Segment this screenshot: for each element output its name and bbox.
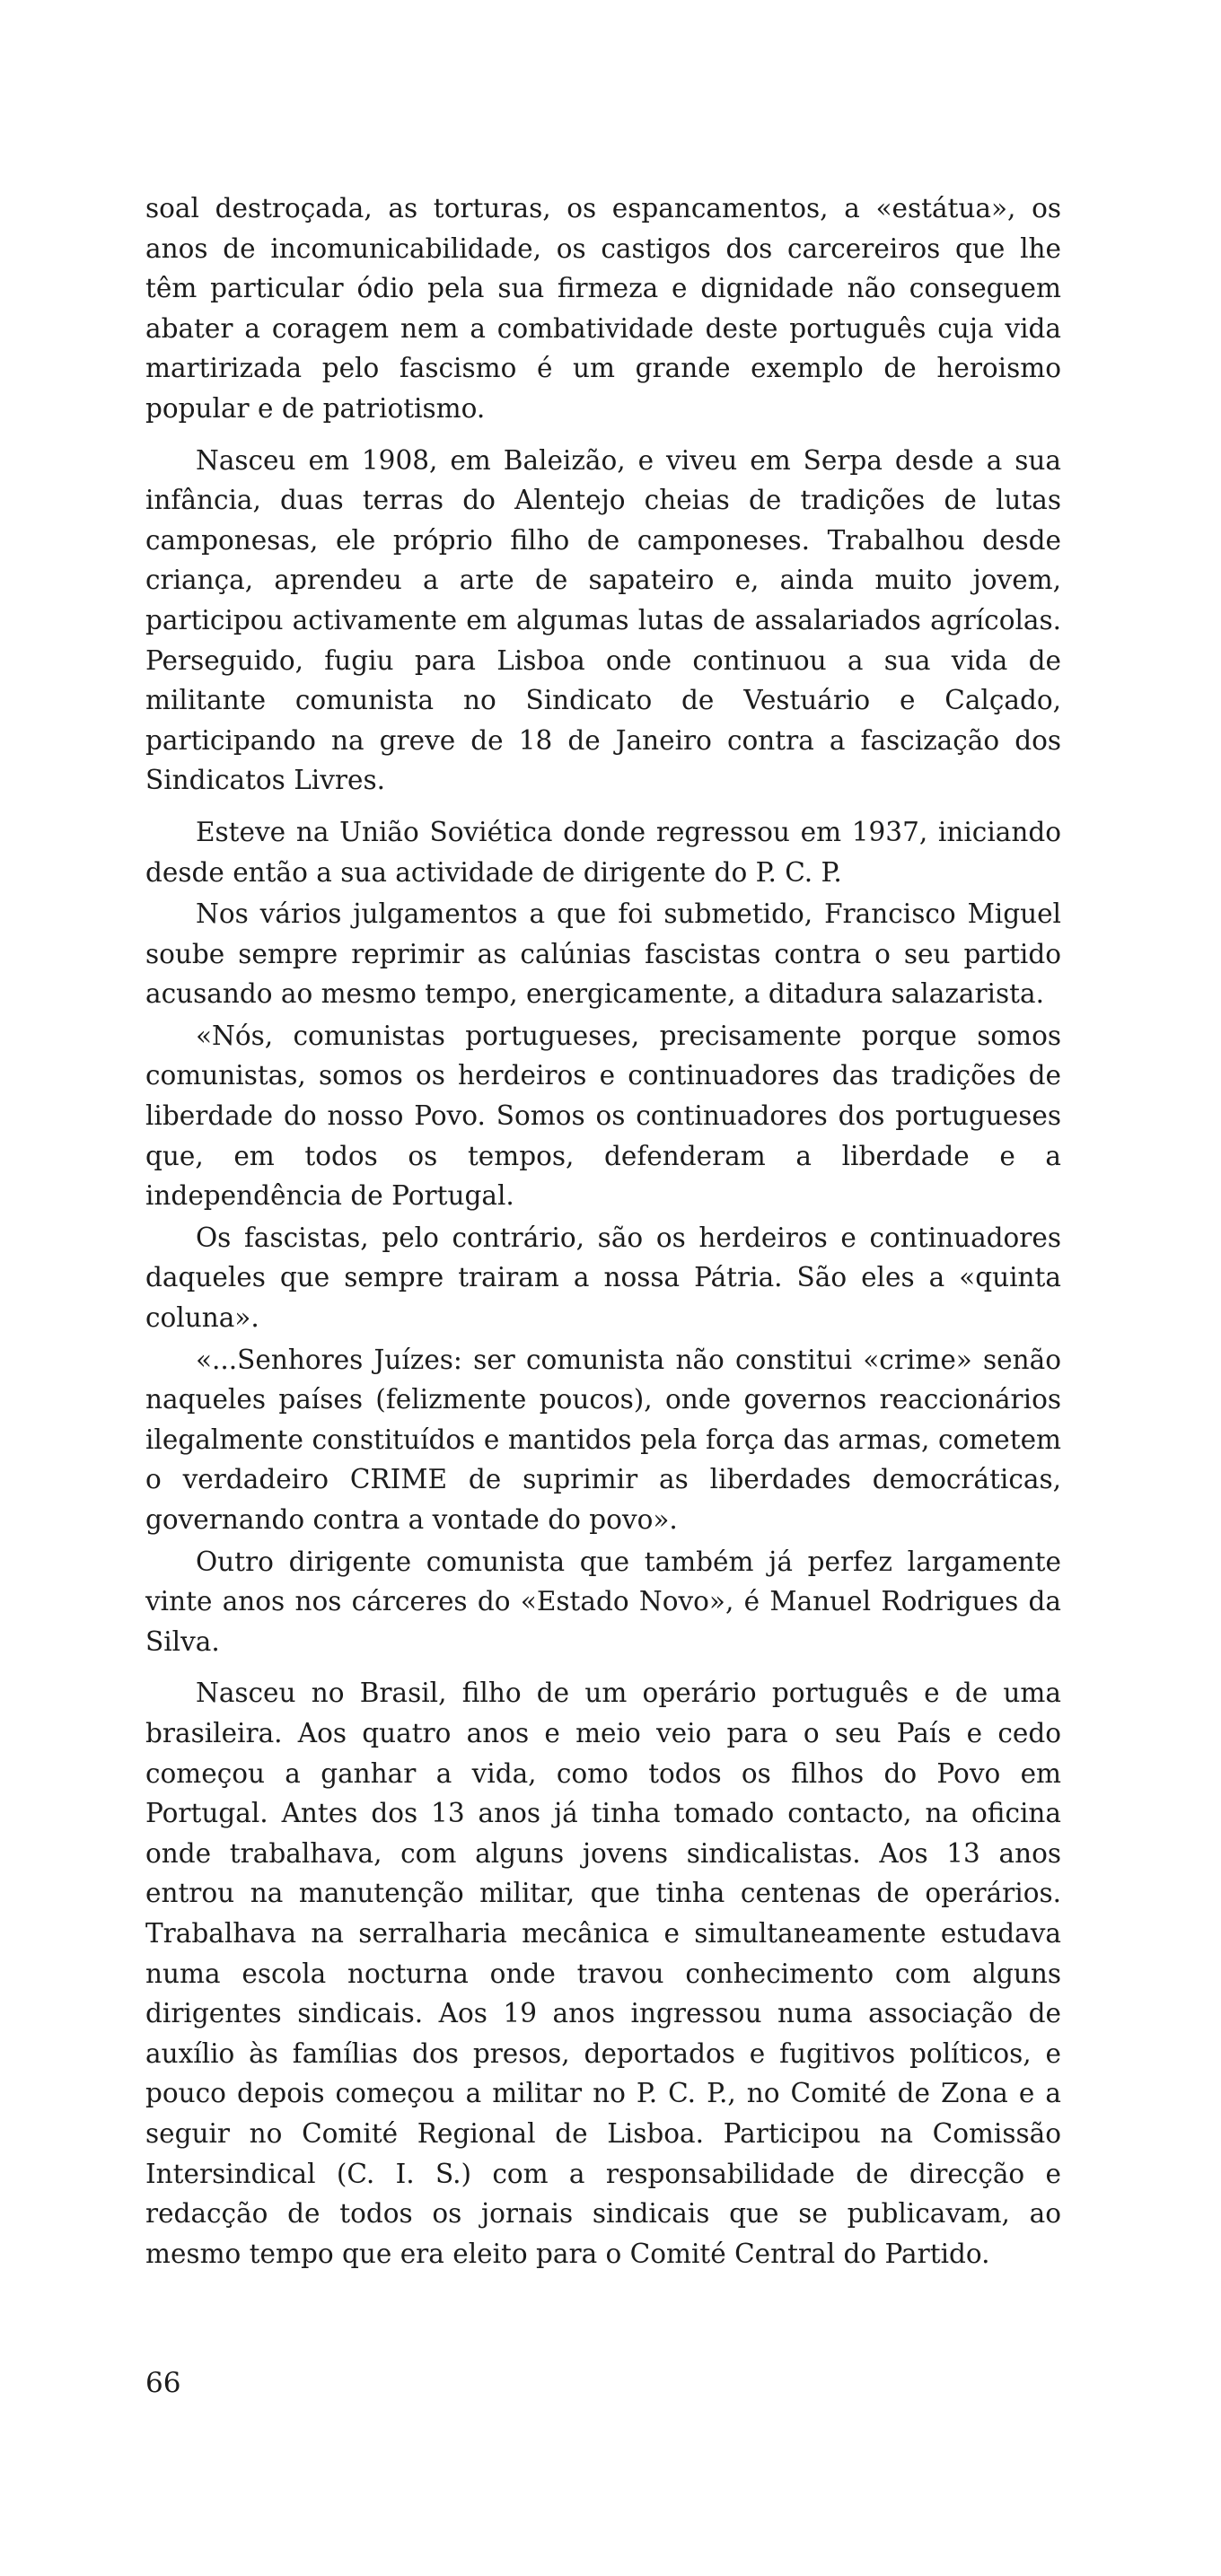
paragraph-manuel-rodrigues: Outro dirigente comunista que também já perfez largamente vinte anos nos cárceres do «Estado Novo», é Manuel Rodrigues da Silva. [145, 1546, 1061, 1657]
paragraph-trials: Nos vários julgamentos a que foi submetido, Francisco Miguel soube sempre reprimir as calúnias fascistas contra o seu partido acusando ao mesmo tempo, energicamente, a ditadura salazarista. [145, 898, 1061, 1010]
paragraph-birth-brazil: Nasceu no Brasil, filho de um operário português e de uma brasileira. Aos quatro anos e meio veio para o seu País e cedo começou a ganhar a vida, como todos os filhos do Povo em Portugal. Antes dos 13 anos já tinha tomado contacto, na oficina onde trabalhava, com alguns jovens sindicalistas. Aos 13 anos entrou na manutenção militar, que tinha centenas de operários. Trabalhava na serralharia mecânica e simultaneamente estudava numa escola nocturna onde travou conhecimento com alguns dirigentes sindicais. Aos 19 anos ingressou numa associação de auxílio às famílias dos presos, deportados e fugitivos políticos, e pouco depois começou a militar no P. C. P., no Comité de Zona e a seguir no Comité Regional de Lisboa. Participou na Comissão Intersindical (C. I. S.) com a responsabilidade de direcção e redacção de todos os jornais sindicais que se publicavam, ao mesmo tempo que era eleito para o Comité Central do Partido. [145, 1678, 1061, 2269]
paragraph-quote-fascists: Os fascistas, pelo contrário, são os herdeiros e continuadores daqueles que sempre trairam a nossa Pátria. São eles a «quinta coluna». [145, 1222, 1061, 1334]
body-text [145, 188, 1061, 2285]
paragraph-continuation: soal destroçada, as torturas, os espancamentos, a «estátua», os anos de incomunicabilidade, os castigos dos carcereiros que lhe têm particular ódio pela sua firmeza e dignidade não conseguem abater a coragem nem a combatividade deste português cuja vida martirizada pelo fascismo é um grande exemplo de heroismo popular e de patriotismo. [145, 193, 1061, 424]
page-number: 66 [145, 2367, 181, 2399]
paragraph-birth-baleizao: Nasceu em 1908, em Baleizão, e viveu em Serpa desde a sua infância, duas terras do Alentejo cheias de tradições de lutas camponesas, ele próprio filho de camponeses. Trabalhou desde criança, aprendeu a arte de sapateiro e, ainda muito jovem, participou activamente em algumas lutas de assalariados agrícolas. Perseguido, fugiu para Lisboa onde continuou a sua vida de militante comunista no Sindicato de Vestuário e Calçado, participando na greve de 18 de Janeiro contra a fascização dos Sindicatos Livres. [145, 444, 1061, 796]
paragraph-soviet-union: Esteve na União Soviética donde regressou em 1937, iniciando desde então a sua actividade de dirigente do P. C. P. [145, 816, 1061, 888]
paragraph-quote-communists: «Nós, comunistas portugueses, precisamente porque somos comunistas, somos os herdeiros e continuadores das tradições de liberdade do nosso Povo. Somos os continuadores dos portugueses que, em todos os tempos, defenderam a liberdade e a independência de Portugal. [145, 1020, 1061, 1212]
paragraph-quote-judges: «...Senhores Juízes: ser comunista não constitui «crime» senão naqueles países (felizmente poucos), onde governos reaccionários ilegalmente constituídos e mantidos pela força das armas, cometem o verdadeiro CRIME de suprimir as liberdades democráticas, governando contra a vontade do povo». [145, 1344, 1061, 1535]
